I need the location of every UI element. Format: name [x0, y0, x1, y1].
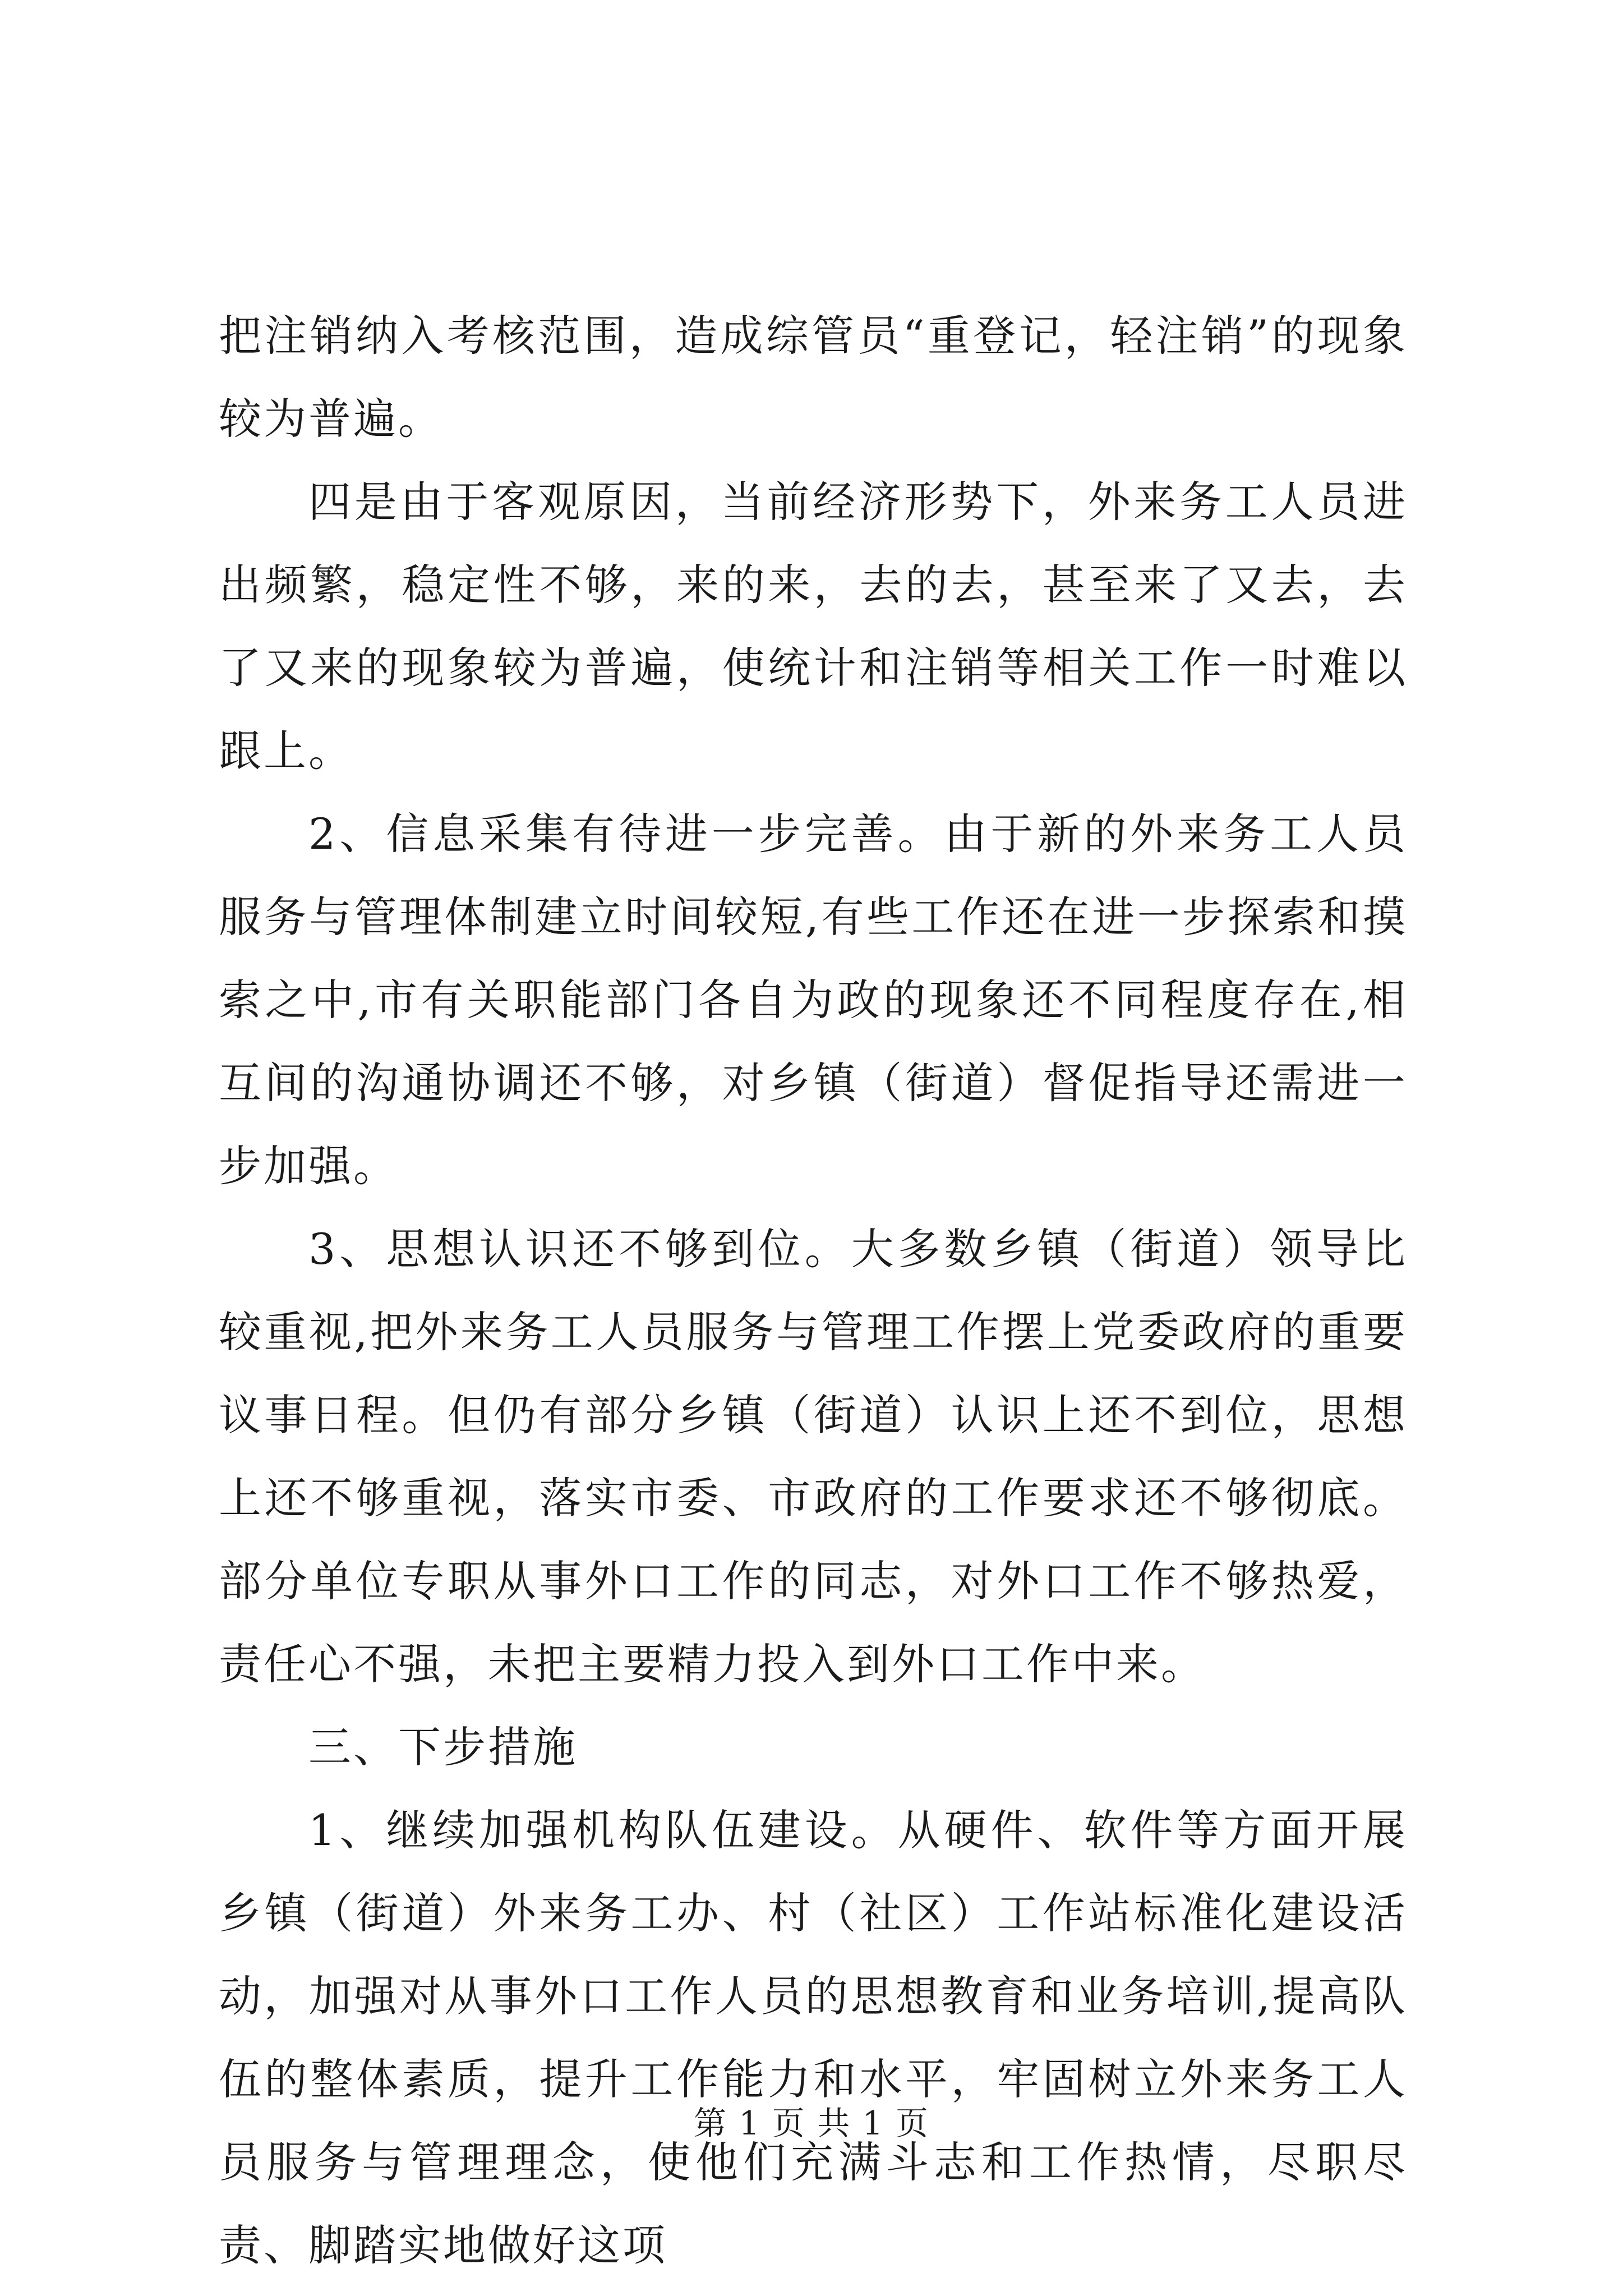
paragraph-team-building: 1、继续加强机构队伍建设。从硬件、软件等方面开展乡镇（街道）外来务工办、村（社区）工作站标准化建设活动，加强对从事外口工作人员的思想教育和业务培训,提高队伍的整体素质，提升工作能力和水平，牢固树立外来务工人员服务与管理理念，使他们充满斗志和工作热情，尽职尽责、脚踏实地做好这项 — [219, 1805, 1408, 2270]
section-heading-next-steps: 三、下步措施 — [308, 1722, 578, 1772]
paragraph-continuation: 把注销纳入考核范围，造成综管员“重登记，轻注销”的现象较为普遍。 — [219, 311, 1408, 444]
paragraph-info-collection: 2、信息采集有待进一步完善。由于新的外来务工人员服务与管理体制建立时间较短,有些工作还在进一步探索和摸索之中,市有关职能部门各自为政的现象还不同程度存在,相互间的沟通协调还不够，对乡镇（街道）督促指导还需进一步加强。 — [219, 809, 1408, 1191]
paragraph-awareness: 3、思想认识还不够到位。大多数乡镇（街道）领导比较重视,把外来务工人员服务与管理工作摆上党委政府的重要议事日程。但仍有部分乡镇（街道）认识上还不到位，思想上还不够重视，落实市委、市政府的工作要求还不够彻底。部分单位专职从事外口工作的同志，对外口工作不够热爱，责任心不强，未把主要精力投入到外口工作中来。 — [219, 1224, 1408, 1689]
document-body — [219, 295, 1408, 2287]
page-footer: 第 1 页 共 1 页 — [694, 2104, 929, 2142]
paragraph-point-four: 四是由于客观原因，当前经济形势下，外来务工人员进出频繁，稳定性不够，来的来，去的去，甚至来了又去，去了又来的现象较为普遍，使统计和注销等相关工作一时难以跟上。 — [219, 477, 1408, 776]
